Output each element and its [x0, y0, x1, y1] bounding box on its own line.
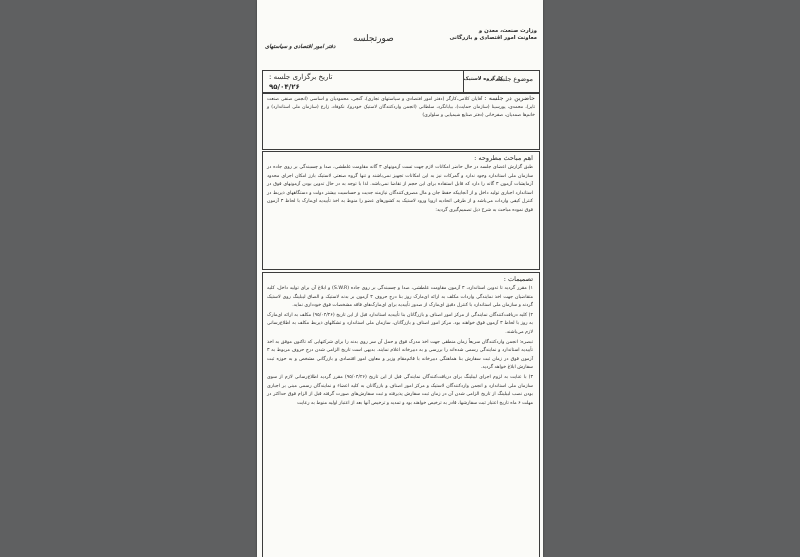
department-name: دفتر امور اقتصادی و سیاستهای: [265, 44, 336, 50]
date-value: ۹۵/۰۴/۲۶: [269, 83, 300, 91]
agenda-box: [262, 151, 540, 270]
agenda-text: طبق گزارش اعضای جلسه در حال حاضر امکانات لازم جهت تست آزمونهای ۳ گانه مقاومت غلطشی، صدا و چسبندگی بر روی جاده در سازمان ملی استاندارد وجود ندارد و گمرکات نیز به این امکانات تجهیز نمی‌باشند و تنها گروه صنعتی لاستیک بارز امکان اجرای محدود آزمایشات آزمون ۳ گانه را دارد که قابل استفاده برای این حجم از تقاضا نمی‌باشد. لذا با توجه به در حال تدوین بودن آزمونهای فوق در استاندارد اجباری تولید داخل و از آنجاییکه حفظ جان و مال مصرف‌کنندگان نیازمند جدیت و حساسیت بیشتر دولت و دستگاههای ذیربط در کنترل کیفی واردات می‌باشد و از طرفی اتحادیه اروپا ورود لاستیک به کشورهای عضو را منوط به اخذ تأییدیه ای‌مارک با لحاظ ۳ آزمون فوق نموده مباحث به شرح ذیل تصمیم‌گیری گردید:: [267, 165, 533, 213]
decision-note: تبصره: انجمن واردکنندگان سریعاً زمان منطقی جهت اخذ مدرک فوق و حمل آن سر روی بدنه را برای شرکتهایی که تاکنون موفق به اخذ تأییدیه استاندارد و نمایندگی رسمی شده‌اند را بررسی و به دبیرخانه اعلام نمایند. بدیهی است تاریخ الزامی شدن درج حروف مربوط به ۳ آزمون فوق در زمان ثبت سفارش بنا هماهنگی دبیرخانه با قائم‌مقام وزیر و معاون امور اقتصادی و بازرگانی مشخص و به حوزه ثبت سفارش ابلاغ خواهد گردید.: [267, 339, 533, 371]
attendees-text: آقایان کلامی،کارگر (دفتر امور اقتصادی و سیاستهای تجاری)، گنجی، محمودیان و اساسی (انجمن صنفی صنعت تایر)، محمدی، پورسینا (سازمان حمایت)، بیابانگرد، سلطانی (انجمن واردکنندگان لاستیک خودرو)، نکوقاد، زارع (سازمان ملی استاندارد) و خانم‌ها صمدیان، صفرخانی (دفتر صنایع شیمیایی و سلولزی): [267, 97, 535, 118]
decisions-box: [262, 272, 540, 557]
attendees-section: [267, 95, 535, 119]
decisions-label: تصمیمات :: [503, 275, 533, 283]
decision-item: ۳) با عنایت به لزوم اجرای لیبلینگ برای دریافت‌کنندگان نمایندگی قبل از این تاریخ (۹۵/۰۴/۲۶) مقرر گردید اطلاع‌رسانی لازم از سوی سازمان ملی استاندارد و انجمن واردکنندگان لاستیک و مرکز امور اصناف و بازرگانان به کلیه اعضاء و نمایندگان رسمی مبنی بر اجباری بودن نصب لیبلینگ از تاریخ الزامی شدن آن در زمان ثبت سفارش پذیرفته و ثبت سفارش‌های صورت گرفته قبل از الزام فوق حداکثر در مهلت ۶ ماه تاریخ اعتبار ثبت سفارشها، قادر به ترخیص خواهند بود و تمدید و ترخیص آنها بعد از اعتبار اولیه منوط به رعایت: [267, 374, 533, 406]
subject-label: موضوع جلسه :: [491, 75, 533, 83]
document-page: [257, 0, 543, 557]
decision-item: ۱) مقرر گردید تا تدوین استاندارد، ۳ آزمون مقاومت غلطشی، صدا و چسبندگی بر روی جاده (S.W.R) و ابلاغ آن برای تولید داخل، کلیه متقاضیان جهت اخذ نمایندگی واردات مکلف به ارائه ای‌مارک روز بنا درج حروف ۳ آزمون بر بدنه لاستیک و الصاق لیبلینگ روی لاستیک گردند و سازمان ملی استاندارد با کنترل دقیق ای‌مارک از صدور تأییدیه برای ای‌مارک‌های فاقد مشخصات فوق خودداری نماید.: [267, 286, 534, 309]
agenda-label: اهم مباحث مطروحه :: [474, 154, 533, 162]
ministry-heading: [449, 28, 537, 41]
decisions-list: [267, 285, 533, 409]
ministry-line1: وزارت صنعت، معدن و: [478, 28, 537, 34]
decision-item: ۲) کلیه دریافت‌کنندگان نمایندگی از مرکز امور اصناف و بازرگانان بنا تأییدیه استاندارد قبل از این تاریخ (۹۵/۰۴/۲۶) مکلف به ارائه ای‌مارک به روز با لحاظ ۳ آزمون فوق خواهند بود. مرکز امور اصناف و بازرگانان، سازمان ملی استاندارد و تشکلهای ذیربط مکلف به اطلاع‌رسانی لازم می‌باشند.: [267, 312, 533, 335]
date-label: تاریخ برگزاری جلسه :: [269, 73, 333, 81]
attendees-box: [262, 92, 540, 150]
ministry-line2: معاونت امور اقتصادی و بازرگانی: [449, 34, 537, 41]
meta-box: [262, 70, 540, 94]
meta-divider: [463, 71, 464, 93]
attendees-label: حاضرین در جلسه :: [484, 95, 536, 102]
subject-value: کارگروه لاستیک: [463, 76, 503, 82]
document-title: صورتجلسه: [353, 34, 394, 44]
